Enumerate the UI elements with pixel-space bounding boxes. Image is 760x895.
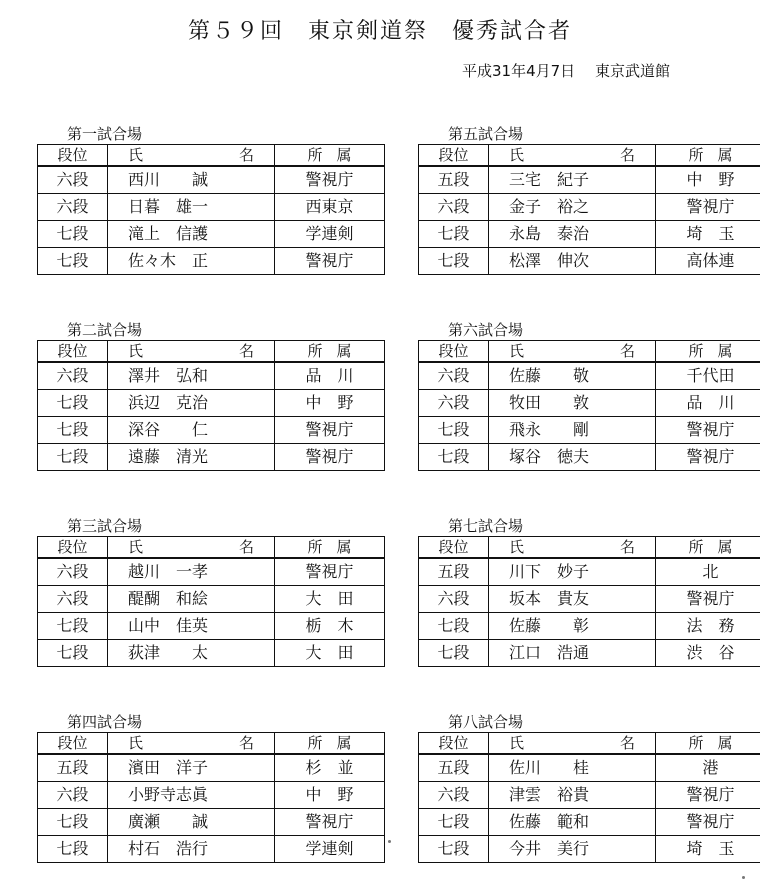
header-affiliation: 所属 [656, 537, 760, 559]
header-rank: 段位 [419, 145, 489, 167]
affiliation-cell: 大 田 [275, 640, 385, 667]
table-row [419, 836, 760, 863]
table-row [38, 586, 385, 613]
venue-name: 第一試合場 [67, 125, 143, 143]
rank-cell: 七段 [38, 248, 108, 275]
header-affiliation: 所属 [275, 341, 385, 363]
competitor-table [418, 340, 760, 471]
table-row [419, 558, 760, 586]
scan-speck [742, 876, 745, 879]
table-row [419, 444, 760, 471]
page-title: 第５９回 東京剣道祭 優秀試合者 [187, 19, 572, 44]
affiliation-cell: 警視庁 [275, 166, 385, 194]
header-name-right: 名 [238, 734, 254, 752]
table-row [419, 809, 760, 836]
header-affiliation: 所属 [656, 145, 760, 167]
rank-cell: 六段 [38, 166, 108, 194]
rank-cell: 七段 [38, 640, 108, 667]
header-name-left: 氏 [128, 538, 144, 556]
rank-cell: 七段 [419, 221, 489, 248]
venue-name: 第七試合場 [448, 517, 524, 535]
competitor-table [37, 536, 385, 667]
table-row [38, 640, 385, 667]
name-cell: 飛永 剛 [489, 417, 656, 444]
affiliation-cell: 埼 玉 [656, 221, 760, 248]
affiliation-cell: 警視庁 [275, 558, 385, 586]
name-cell: 津雲 裕貴 [489, 782, 656, 809]
table-row [419, 782, 760, 809]
header-rank: 段位 [419, 733, 489, 755]
name-cell: 遠藤 清光 [108, 444, 275, 471]
name-cell: 牧田 敦 [489, 390, 656, 417]
name-cell: 佐川 桂 [489, 754, 656, 782]
table-row [38, 558, 385, 586]
name-cell: 山中 佳英 [108, 613, 275, 640]
venue-name: 第八試合場 [448, 713, 524, 731]
name-cell: 村石 浩行 [108, 836, 275, 863]
table-header-row [38, 733, 385, 755]
table-row [419, 754, 760, 782]
venue-name: 第四試合場 [67, 713, 143, 731]
venue-name: 第三試合場 [67, 517, 143, 535]
venue-block [418, 320, 747, 471]
affiliation-cell: 高体連 [656, 248, 760, 275]
header-affiliation: 所属 [275, 145, 385, 167]
header-name-left: 氏 [509, 342, 525, 360]
header-name [489, 733, 656, 755]
name-cell: 佐々木 正 [108, 248, 275, 275]
name-cell: 松澤 伸次 [489, 248, 656, 275]
table-row [38, 444, 385, 471]
table-row [38, 836, 385, 863]
header-name-right: 名 [619, 342, 635, 360]
affiliation-cell: 中 野 [656, 166, 760, 194]
header-affiliation: 所属 [656, 341, 760, 363]
table-header-row [419, 145, 760, 167]
header-name [489, 341, 656, 363]
venue-name: 第六試合場 [448, 321, 524, 339]
affiliation-cell: 埼 玉 [656, 836, 760, 863]
competitor-table [37, 144, 385, 275]
table-row [38, 248, 385, 275]
rank-cell: 六段 [38, 586, 108, 613]
rank-cell: 六段 [38, 362, 108, 390]
header-name-right: 名 [238, 146, 254, 164]
competitor-table [37, 732, 385, 863]
header-affiliation: 所属 [275, 733, 385, 755]
table-row [38, 390, 385, 417]
date-venue: 平成31年4月7日 東京武道館 [462, 62, 670, 80]
name-cell: 今井 美行 [489, 836, 656, 863]
rank-cell: 七段 [38, 221, 108, 248]
header-name-left: 氏 [128, 342, 144, 360]
affiliation-cell: 警視庁 [656, 782, 760, 809]
rank-cell: 五段 [419, 166, 489, 194]
venue-block [37, 516, 366, 667]
rank-cell: 七段 [38, 390, 108, 417]
affiliation-cell: 警視庁 [275, 809, 385, 836]
name-cell: 川下 妙子 [489, 558, 656, 586]
table-row [38, 613, 385, 640]
rank-cell: 六段 [38, 782, 108, 809]
rank-cell: 七段 [38, 836, 108, 863]
venue-block [418, 712, 747, 863]
table-row [419, 640, 760, 667]
header-name-left: 氏 [128, 146, 144, 164]
table-row [38, 362, 385, 390]
rank-cell: 七段 [419, 809, 489, 836]
affiliation-cell: 警視庁 [656, 586, 760, 613]
header-rank: 段位 [419, 341, 489, 363]
header-rank: 段位 [38, 733, 108, 755]
rank-cell: 七段 [38, 444, 108, 471]
venue-block [37, 712, 366, 863]
header-affiliation: 所属 [656, 733, 760, 755]
header-name [108, 341, 275, 363]
header-name [108, 537, 275, 559]
rank-cell: 五段 [419, 754, 489, 782]
affiliation-cell: 千代田 [656, 362, 760, 390]
name-cell: 浜辺 克治 [108, 390, 275, 417]
name-cell: 日暮 雄一 [108, 194, 275, 221]
table-row [419, 390, 760, 417]
affiliation-cell: 警視庁 [656, 417, 760, 444]
name-cell: 塚谷 徳夫 [489, 444, 656, 471]
table-header-row [38, 537, 385, 559]
header-name-left: 氏 [509, 734, 525, 752]
affiliation-cell: 中 野 [275, 390, 385, 417]
name-cell: 金子 裕之 [489, 194, 656, 221]
header-name-right: 名 [619, 734, 635, 752]
rank-cell: 七段 [419, 613, 489, 640]
rank-cell: 七段 [38, 417, 108, 444]
header-rank: 段位 [38, 145, 108, 167]
name-cell: 廣瀬 誠 [108, 809, 275, 836]
rank-cell: 六段 [38, 194, 108, 221]
table-row [419, 248, 760, 275]
header-rank: 段位 [38, 341, 108, 363]
table-header-row [38, 145, 385, 167]
table-header-row [419, 341, 760, 363]
rank-cell: 七段 [419, 248, 489, 275]
affiliation-cell: 警視庁 [656, 809, 760, 836]
header-name-right: 名 [619, 146, 635, 164]
name-cell: 小野寺志眞 [108, 782, 275, 809]
header-name [489, 145, 656, 167]
rank-cell: 七段 [419, 444, 489, 471]
affiliation-cell: 北 [656, 558, 760, 586]
name-cell: 江口 浩通 [489, 640, 656, 667]
competitor-table [418, 144, 760, 275]
rank-cell: 七段 [38, 613, 108, 640]
name-cell: 佐藤 彰 [489, 613, 656, 640]
header-rank: 段位 [38, 537, 108, 559]
rank-cell: 六段 [419, 390, 489, 417]
competitor-table [418, 536, 760, 667]
table-header-row [419, 733, 760, 755]
affiliation-cell: 警視庁 [656, 194, 760, 221]
table-row [38, 809, 385, 836]
affiliation-cell: 西東京 [275, 194, 385, 221]
affiliation-cell: 法 務 [656, 613, 760, 640]
table-row [419, 613, 760, 640]
table-row [419, 586, 760, 613]
header-affiliation: 所属 [275, 537, 385, 559]
venue-block [37, 320, 366, 471]
name-cell: 澤井 弘和 [108, 362, 275, 390]
header-name [108, 145, 275, 167]
header-name [108, 733, 275, 755]
affiliation-cell: 大 田 [275, 586, 385, 613]
name-cell: 坂本 貴友 [489, 586, 656, 613]
header-name-left: 氏 [128, 734, 144, 752]
name-cell: 荻津 太 [108, 640, 275, 667]
rank-cell: 七段 [419, 640, 489, 667]
affiliation-cell: 警視庁 [275, 417, 385, 444]
affiliation-cell: 杉 並 [275, 754, 385, 782]
rank-cell: 五段 [419, 558, 489, 586]
affiliation-cell: 警視庁 [275, 444, 385, 471]
table-row [419, 221, 760, 248]
table-row [38, 166, 385, 194]
header-name-right: 名 [238, 342, 254, 360]
table-row [38, 194, 385, 221]
table-row [419, 362, 760, 390]
name-cell: 濱田 洋子 [108, 754, 275, 782]
affiliation-cell: 栃 木 [275, 613, 385, 640]
rank-cell: 六段 [419, 362, 489, 390]
scan-speck [388, 840, 391, 843]
name-cell: 佐藤 範和 [489, 809, 656, 836]
rank-cell: 六段 [419, 194, 489, 221]
affiliation-cell: 学連剣 [275, 836, 385, 863]
table-row [419, 166, 760, 194]
affiliation-cell: 警視庁 [275, 248, 385, 275]
venue-name: 第五試合場 [448, 125, 524, 143]
affiliation-cell: 品 川 [275, 362, 385, 390]
venue-block [418, 124, 747, 275]
table-row [419, 417, 760, 444]
table-row [38, 754, 385, 782]
rank-cell: 七段 [38, 809, 108, 836]
competitor-table [418, 732, 760, 863]
name-cell: 越川 一孝 [108, 558, 275, 586]
table-row [38, 221, 385, 248]
header-name-left: 氏 [509, 146, 525, 164]
affiliation-cell: 港 [656, 754, 760, 782]
table-header-row [419, 537, 760, 559]
name-cell: 三宅 紀子 [489, 166, 656, 194]
name-cell: 醍醐 和絵 [108, 586, 275, 613]
table-header-row [38, 341, 385, 363]
venue-block [37, 124, 366, 275]
name-cell: 深谷 仁 [108, 417, 275, 444]
header-name-left: 氏 [509, 538, 525, 556]
name-cell: 滝上 信護 [108, 221, 275, 248]
header-name-right: 名 [619, 538, 635, 556]
table-row [38, 417, 385, 444]
affiliation-cell: 中 野 [275, 782, 385, 809]
name-cell: 佐藤 敬 [489, 362, 656, 390]
rank-cell: 七段 [419, 417, 489, 444]
rank-cell: 六段 [38, 558, 108, 586]
rank-cell: 六段 [419, 782, 489, 809]
name-cell: 西川 誠 [108, 166, 275, 194]
affiliation-cell: 渋 谷 [656, 640, 760, 667]
rank-cell: 七段 [419, 836, 489, 863]
rank-cell: 五段 [38, 754, 108, 782]
venue-name: 第二試合場 [67, 321, 143, 339]
name-cell: 永島 泰治 [489, 221, 656, 248]
header-name-right: 名 [238, 538, 254, 556]
venue-block [418, 516, 747, 667]
table-row [419, 194, 760, 221]
affiliation-cell: 学連剣 [275, 221, 385, 248]
affiliation-cell: 警視庁 [656, 444, 760, 471]
table-row [38, 782, 385, 809]
affiliation-cell: 品 川 [656, 390, 760, 417]
header-rank: 段位 [419, 537, 489, 559]
rank-cell: 六段 [419, 586, 489, 613]
competitor-table [37, 340, 385, 471]
header-name [489, 537, 656, 559]
